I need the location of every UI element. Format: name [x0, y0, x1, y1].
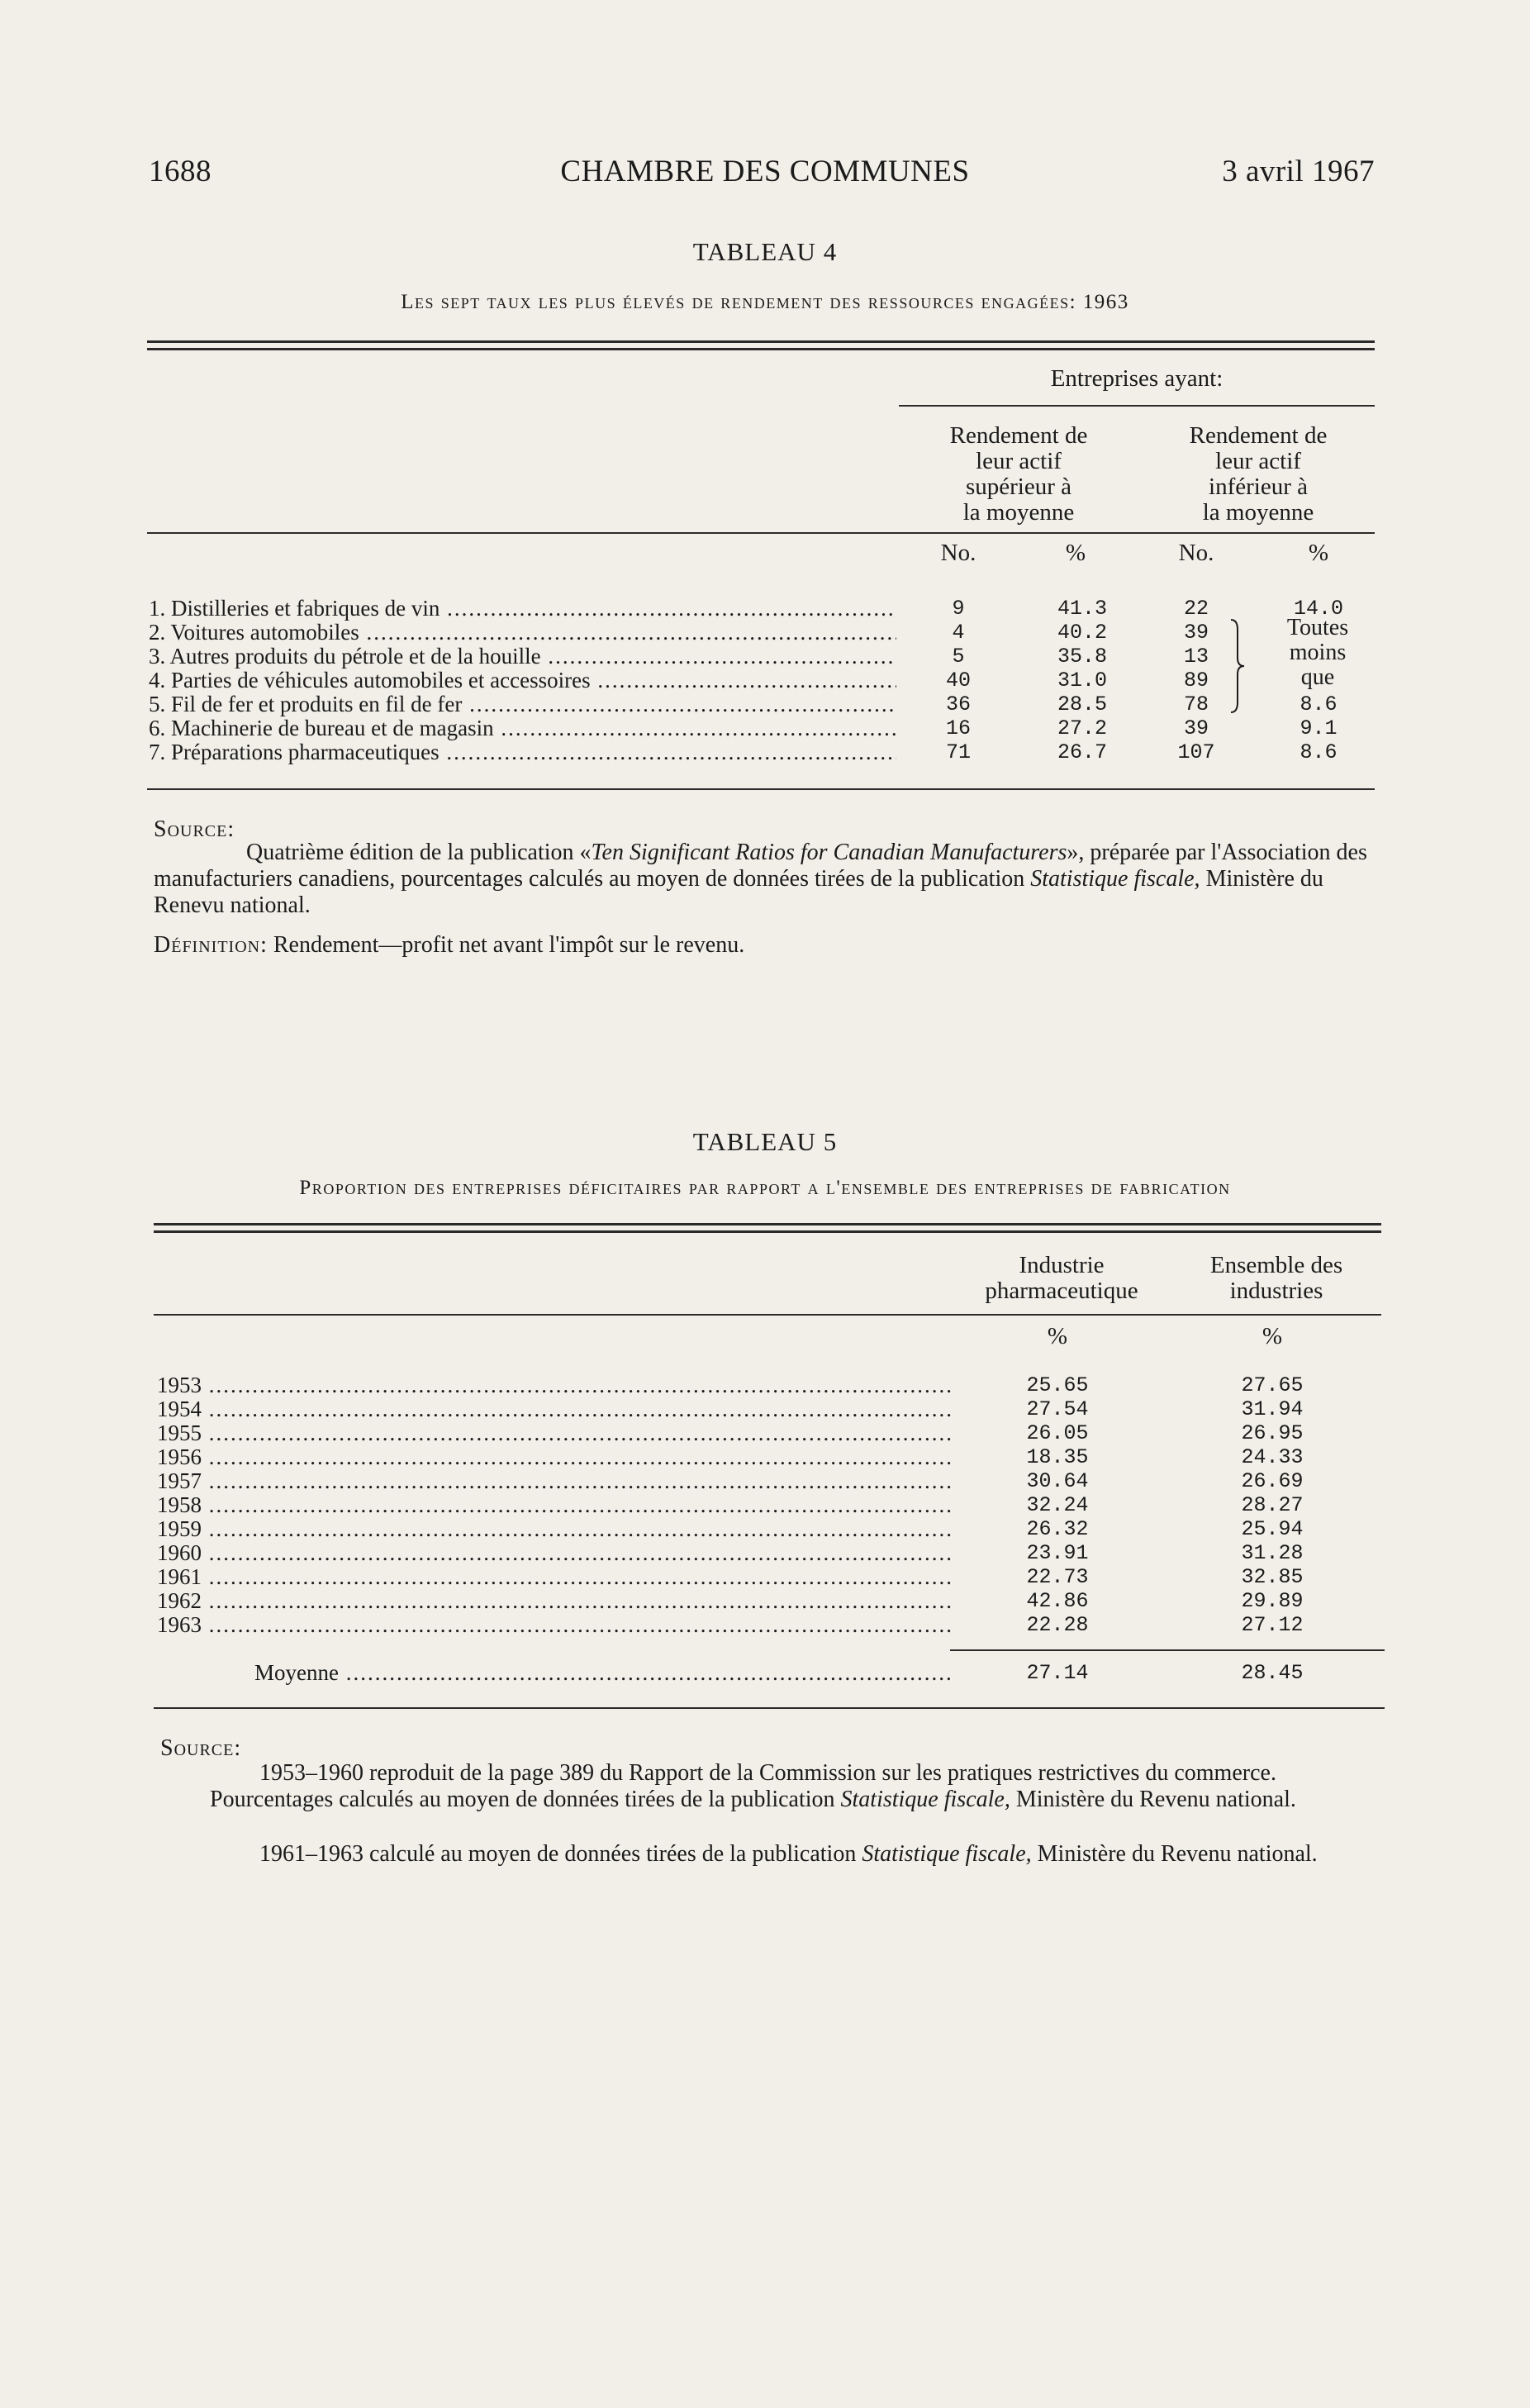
table4-col-above-header: Rendement de leur actif supérieur à la moyenne: [949, 422, 1088, 526]
table5-body: [157, 1373, 1380, 1637]
table5-subtitle: Proportion des entreprises déficitaires par rapport a l'ensemble des entreprises de fabrication: [299, 1177, 1231, 1199]
table4-group-rule: [899, 405, 1375, 407]
table4-body: [149, 597, 1388, 764]
table-row: 3. Autres produits du pétrole et de la houille ..... 5 35.8 13: [149, 645, 1388, 669]
table-row: 1959 ..... 26.32 25.94: [157, 1517, 1380, 1541]
table4-unit-pct-below: %: [1308, 540, 1329, 566]
page-running-title: CHAMBRE DES COMMUNES: [560, 155, 970, 188]
page-date: 3 avril 1967: [1222, 155, 1375, 188]
table5-source-label: Source:: [160, 1735, 242, 1761]
table-row: 1954 ..... 27.54 31.94: [157, 1397, 1380, 1421]
table4-source-text: Quatrième édition de la publication «Ten Significant Ratios for Canadian Manufacturers», préparée par l'Association des manufacturiers canadiens, pourcentages calculés au moyen de données tirées de la publication Statistique fiscale, Ministère du Renevu national.: [154, 840, 1367, 918]
table4-subtitle: Les sept taux les plus élevés de rendement des ressources engagées: 1963: [401, 291, 1129, 313]
table-row: 5. Fil de fer et produits en fil de fer ..... 36 28.5 78 8.6: [149, 692, 1388, 716]
table5-sum-rule: [950, 1649, 1385, 1651]
table5-top-rule: [154, 1223, 1381, 1233]
table5-source-p2: 1961–1963 calculé au moyen de données tirées de la publication Statistique fiscale, Ministère du Revenu national.: [259, 1841, 1318, 1867]
table-row: 2. Voitures automobiles ..... 4 40.2 39: [149, 621, 1388, 645]
table5-source-p1: 1953–1960 reproduit de la page 389 du Rapport de la Commission sur les pratiques restrictives du commerce. Pourcentages calculés au moyen de données tirées de la publication Statistique fiscale, Ministère du Revenu national.: [210, 1760, 1296, 1812]
table4-unit-no-above: No.: [940, 540, 976, 566]
table4-col-below-header: Rendement de leur actif inférieur à la moyenne: [1189, 422, 1328, 526]
table5-average-row: Moyenne ..... 27.14 28.45: [157, 1661, 1380, 1685]
table-row: 1. Distilleries et fabriques de vin ..... 9 41.3 22 14.0: [149, 597, 1388, 621]
table-row: 1958 ..... 32.24 28.27: [157, 1493, 1380, 1517]
table5-unit-pct-pharma: %: [1047, 1323, 1068, 1349]
table4-bracket-note: Toutes moins que: [1286, 615, 1349, 690]
table-row: 1956 ..... 18.35 24.33: [157, 1445, 1380, 1469]
table-row: 4. Parties de véhicules automobiles et accessoires ..... 40 31.0 89: [149, 669, 1388, 692]
table5-unit-pct-all: %: [1262, 1323, 1283, 1349]
table-row: 7. Préparations pharmaceutiques ..... 71 26.7 107 8.6: [149, 740, 1388, 764]
table4-unit-no-below: No.: [1178, 540, 1214, 566]
table-row: 1962 ..... 42.86 29.89: [157, 1589, 1380, 1613]
table-row: 6. Machinerie de bureau et de magasin ..... 16 27.2 39 9.1: [149, 716, 1388, 740]
table4-title: TABLEAU 4: [692, 237, 838, 266]
table4-definition: Définition: Rendement—profit net avant l'impôt sur le revenu.: [154, 932, 745, 958]
table5-header-rule: [154, 1314, 1381, 1316]
table5-col-pharma-header: Industrie pharmaceutique: [985, 1252, 1138, 1304]
table-row: 1963 ..... 22.28 27.12: [157, 1613, 1380, 1637]
table-row: 1953 ..... 25.65 27.65: [157, 1373, 1380, 1397]
table4-source-label: Source:: [154, 816, 235, 842]
table5-col-all-header: Ensemble des industries: [1209, 1252, 1343, 1304]
table4-bottom-rule: [147, 788, 1375, 790]
table-row: 1957 ..... 30.64 26.69: [157, 1469, 1380, 1493]
table4-unit-pct-above: %: [1065, 540, 1086, 566]
table-row: 1961 ..... 22.73 32.85: [157, 1565, 1380, 1589]
table4-brace-icon: [1226, 618, 1251, 714]
table-row: 1955 ..... 26.05 26.95: [157, 1421, 1380, 1445]
table5-bottom-rule: [154, 1707, 1385, 1709]
table5-title: TABLEAU 5: [692, 1127, 838, 1156]
table-row: 1960 ..... 23.91 31.28: [157, 1541, 1380, 1565]
table4-header-rule: [147, 532, 1375, 534]
page-number: 1688: [149, 155, 211, 188]
table4-top-rule: [147, 340, 1375, 350]
table4-group-header: Entreprises ayant:: [1050, 365, 1224, 392]
